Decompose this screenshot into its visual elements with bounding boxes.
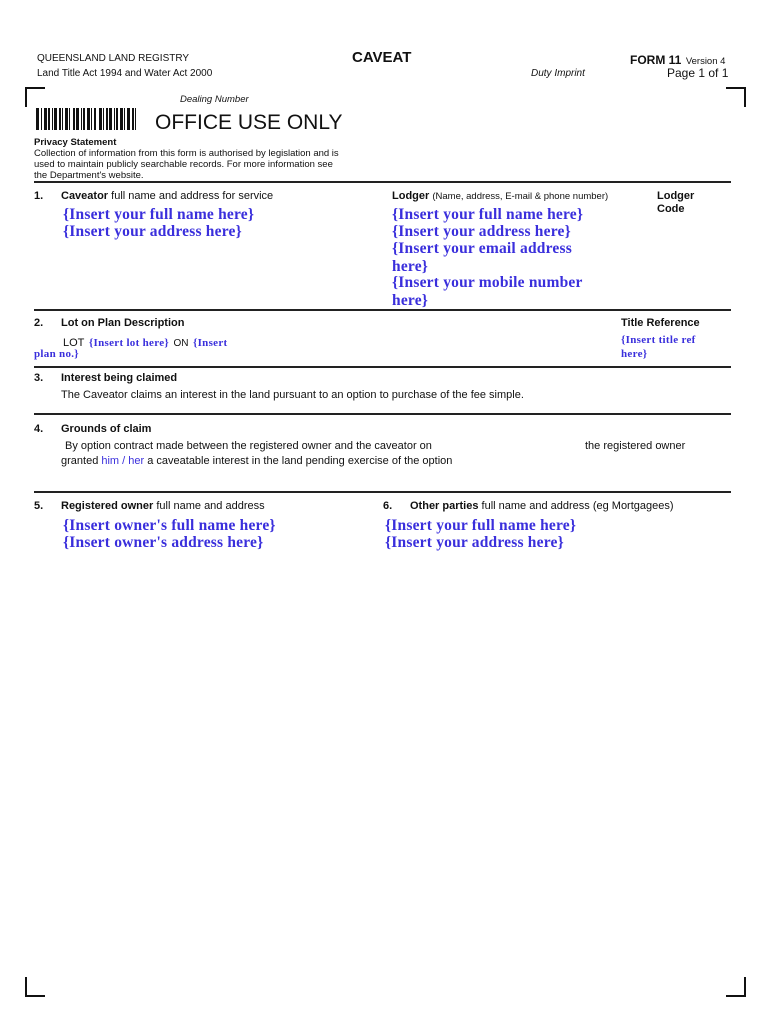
other-parties-label [410,500,674,512]
privacy-line: used to maintain publicly searchable records. For more information see [34,159,333,170]
divider [34,413,731,415]
lot-word: LOT [63,337,85,349]
office-use-only: OFFICE USE ONLY [155,111,343,134]
lot-line [63,333,227,351]
interest-claimed-text: The Caveator claims an interest in the land pursuant to an option to purchase of the fee simple. [61,389,524,401]
owner-name-field[interactable]: {Insert owner's full name here} [63,517,276,534]
page-indicator: Page 1 of 1 [667,66,729,80]
title-ref-line: {Insert title ref [621,334,696,346]
caveator-name-field[interactable]: {Insert your full name here} [63,206,255,223]
divider [34,181,731,183]
divider [34,366,731,368]
privacy-line: the Department's website. [34,170,144,181]
interest-claimed-label: Interest being claimed [61,372,178,384]
lodger-email-field[interactable] [392,240,572,275]
lot-on-plan-label: Lot on Plan Description [61,317,185,329]
grounds-text-c: granted [61,455,99,467]
section-number: 2. [34,317,44,329]
plan-field-part1[interactable]: {Insert [192,337,228,349]
registered-owner-label-bold: Registered owner [61,500,154,512]
lodger-label-rest: (Name, address, E-mail & phone number) [432,191,609,202]
pronoun-choice[interactable]: him / her [101,455,145,467]
grounds-of-claim-label: Grounds of claim [61,423,152,435]
title-ref-field[interactable] [621,333,696,361]
privacy-title: Privacy Statement [34,137,117,148]
title-reference-label: Title Reference [621,317,700,329]
form-version: Version 4 [685,56,726,67]
other-party-address-field[interactable]: {Insert your address here} [385,534,564,551]
lodger-mobile-line: here} [392,291,429,309]
registered-owner-label-rest: full name and address [156,500,265,512]
lodger-address-field[interactable]: {Insert your address here} [392,223,571,240]
owner-address-field[interactable]: {Insert owner's address here} [63,534,264,551]
section-number: 4. [34,423,44,435]
section-number: 3. [34,372,44,384]
lodger-code-label [657,190,694,216]
lodger-mobile-field[interactable] [392,274,583,309]
corner-mark-top-right [726,87,746,107]
corner-mark-bottom-left [25,977,45,997]
privacy-line: Collection of information from this form is authorised by legislation and is [34,148,339,159]
duty-imprint: Duty Imprint [531,68,585,79]
lodger-label-bold: Lodger [392,190,430,202]
grounds-line-2 [61,455,452,467]
on-word: ON [173,338,189,349]
section-number: 1. [34,190,44,202]
divider [34,491,731,493]
grounds-text-a: By option contract made between the registered owner and the caveator on [65,440,432,452]
caveator-address-field[interactable]: {Insert your address here} [63,223,242,240]
registry-name: QUEENSLAND LAND REGISTRY [37,53,190,64]
lodger-code-line: Lodger [657,190,695,202]
lodger-mobile-line: {Insert your mobile number [392,274,583,291]
section-number: 5. [34,500,44,512]
corner-mark-bottom-right [726,977,746,997]
divider [34,309,731,311]
plan-field-part2[interactable]: plan no.} [34,348,79,360]
grounds-text-d: a caveatable interest in the land pending exercise of the option [147,455,453,467]
lodger-code-line: Code [657,203,685,215]
lodger-email-line: here} [392,257,429,275]
form-label: FORM 11 [630,53,682,67]
corner-mark-top-left [25,87,45,107]
other-parties-label-rest: full name and address (eg Mortgagees) [481,500,674,512]
other-party-name-field[interactable]: {Insert your full name here} [385,517,577,534]
caveator-label [61,190,273,202]
caveator-label-rest: full name and address for service [111,190,274,202]
lodger-name-field[interactable]: {Insert your full name here} [392,206,584,223]
caveator-label-bold: Caveator [61,190,109,202]
lot-field[interactable]: {Insert lot here} [88,337,170,349]
section-number: 6. [383,500,393,512]
other-parties-label-bold: Other parties [410,500,479,512]
lodger-label [392,190,608,202]
grounds-text-b: the registered owner [585,440,686,452]
acts-line: Land Title Act 1994 and Water Act 2000 [37,68,213,79]
registered-owner-label [61,500,265,512]
dealing-number-label: Dealing Number [180,94,249,105]
title-ref-line: here} [621,348,648,360]
privacy-text [34,148,339,181]
form-title: CAVEAT [352,49,412,66]
barcode-icon [36,108,140,130]
lodger-email-line: {Insert your email address [392,240,572,257]
